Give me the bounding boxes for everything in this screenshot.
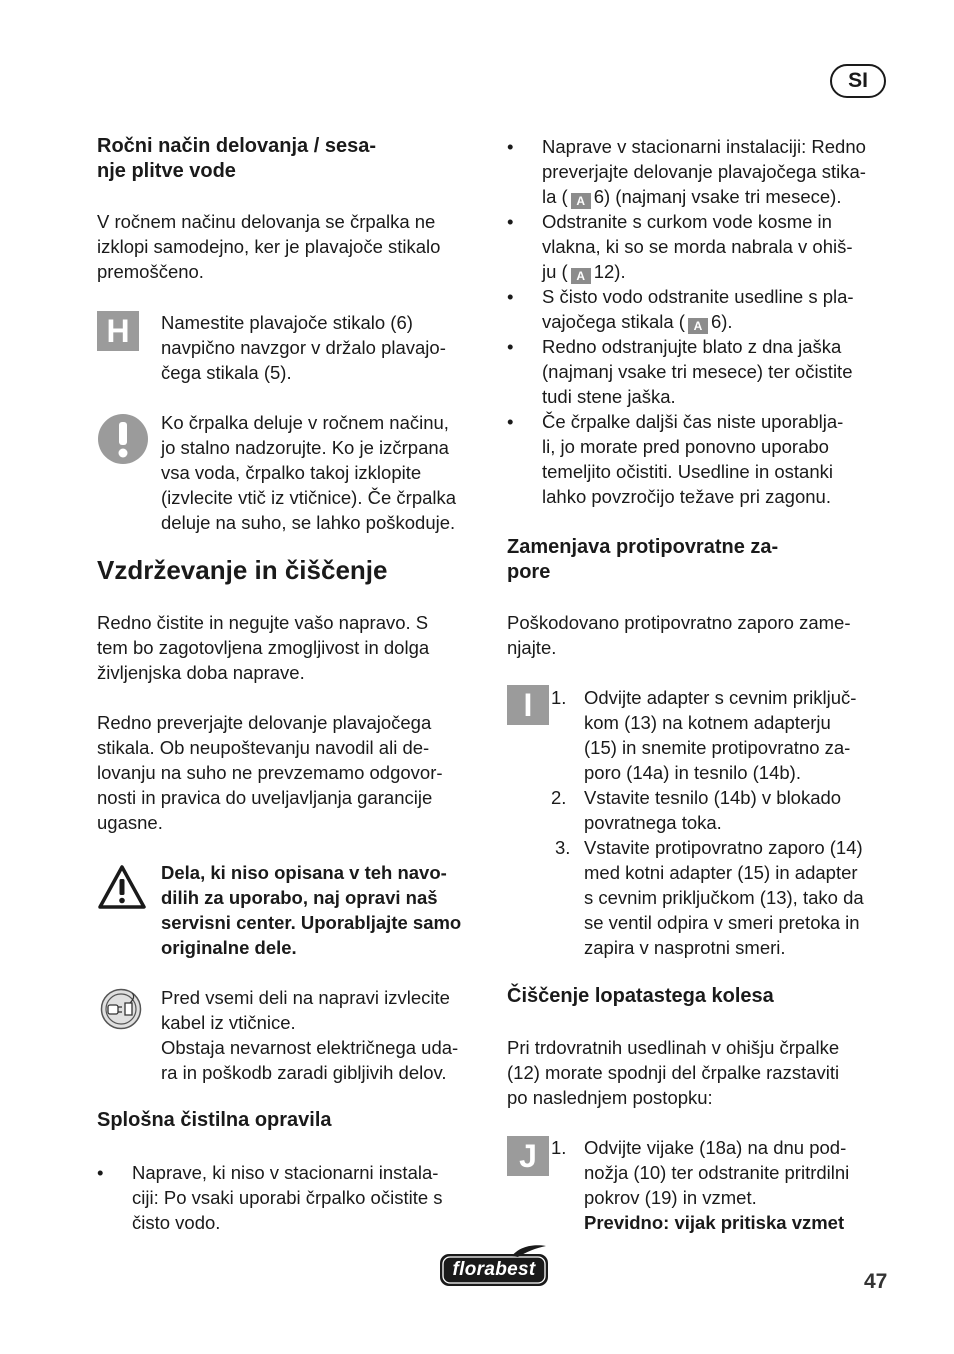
text-line: lovanju na suho ne prevzemamo odgovor- xyxy=(97,762,443,783)
text-line: Ko črpalka deluje v ročnem načinu, xyxy=(161,412,449,433)
text-line: Odstranite s curkom vode kosme in xyxy=(542,211,832,232)
text-line: servisni center. Uporabljajte samo xyxy=(161,912,462,933)
text-line: Obstaja nevarnost električnega uda- xyxy=(161,1037,459,1058)
text-line: ra in poškodb zaradi gibljivih delov. xyxy=(161,1062,447,1083)
text-line: življenjska doba naprave. xyxy=(97,662,305,683)
text-line: Redno odstranjujte blato z dna jaška xyxy=(542,336,842,357)
warning-triangle-icon xyxy=(97,864,147,915)
text-line: premoščeno. xyxy=(97,261,204,282)
paragraph-maintenance-1 xyxy=(97,610,429,685)
text-part: 12). xyxy=(593,261,626,282)
bullet-remove-sludge xyxy=(542,334,853,409)
step-i-3 xyxy=(584,835,864,960)
text-line: med kotni adapter (15) in adapter xyxy=(584,862,858,883)
text-part: ju ( xyxy=(542,261,568,282)
text-line: deluje na suho, se lahko poškoduje. xyxy=(161,512,456,533)
text-line: (izvlecite vtič iz vtičnice). Če črpalka xyxy=(161,487,457,508)
paragraph-check-valve xyxy=(507,610,850,660)
text-part: la ( xyxy=(542,186,568,207)
text-line xyxy=(542,309,854,334)
text-line: se ventil odpira v smeri pretoka in xyxy=(584,912,860,933)
text-line: tudi stene jaška. xyxy=(542,386,676,407)
text-line: temeljito očistiti. Usedline in ostanki xyxy=(542,461,833,482)
step-j-1 xyxy=(584,1135,849,1235)
brand-name: florabest xyxy=(452,1259,536,1280)
figure-letter-h: H xyxy=(97,311,139,351)
heading-line: nje plitve vode xyxy=(97,160,236,182)
text-line: izklopi samodejno, ker je plavajoče stikalo xyxy=(97,236,441,257)
note-float-switch xyxy=(161,310,446,385)
paragraph-maintenance-2 xyxy=(97,710,443,835)
bullet-marker: • xyxy=(507,336,514,357)
heading-line: pore xyxy=(507,561,551,583)
heading-manual-mode xyxy=(97,134,376,184)
heading-general-cleaning: Splošna čistilna opravila xyxy=(97,1109,332,1131)
text-line: Pred vsemi deli na napravi izvlecite xyxy=(161,987,450,1008)
text-line: Odvijte adapter s cevnim priključ- xyxy=(584,687,857,708)
text-line: ciji: Po vsaki uporabi črpalko očistite s xyxy=(132,1187,443,1208)
brand-logo xyxy=(438,1244,550,1290)
text-line: (najmanj vsake tri mesece) ter očistite xyxy=(542,361,853,382)
language-badge: SI xyxy=(830,64,886,98)
bullet-general-cleaning xyxy=(132,1160,443,1235)
text-line: Redno preverjajte delovanje plavajočega xyxy=(97,712,432,733)
text-line: pokrov (19) in vzmet. xyxy=(584,1187,757,1208)
text-line: poro (14a) in tesnilo (14b). xyxy=(584,762,801,783)
paragraph-manual-mode xyxy=(97,209,440,284)
unplug-icon xyxy=(100,988,142,1035)
text-line: li, jo morate pred ponovno uporabo xyxy=(542,436,829,457)
bullet-marker: • xyxy=(507,411,514,432)
text-line: ugasne. xyxy=(97,812,163,833)
step-i-2 xyxy=(584,785,841,835)
heading-maintenance: Vzdrževanje in čiščenje xyxy=(97,555,388,585)
note-unplug xyxy=(161,985,458,1085)
text-part: 6). xyxy=(710,311,733,332)
text-line: Vstavite protipovratno zaporo (14) xyxy=(584,837,863,858)
text-line: nožja (10) ter odstranite pritrdilni xyxy=(584,1162,850,1183)
text-line: tem bo zagotovljena zmogljivost in dolga xyxy=(97,637,430,658)
figure-a-icon: A xyxy=(571,193,591,209)
text-line: originalne dele. xyxy=(161,937,297,958)
text-line: zapira v nasprotni smeri. xyxy=(584,937,786,958)
text-line: dilih za uporabo, naj opravi naš xyxy=(161,887,438,908)
text-line: stikala. Ob neupoštevanju navodil ali de- xyxy=(97,737,430,758)
text-line: čisto vodo. xyxy=(132,1212,221,1233)
text-line: Pri trdovratnih usedlinah v ohišju črpalke xyxy=(507,1037,840,1058)
figure-letter-i: I xyxy=(507,685,549,725)
text-line: Dela, ki niso opisana v teh navo- xyxy=(161,862,447,883)
text-line: nosti in pravica do uveljavljanja garancije xyxy=(97,787,433,808)
heading-impeller: Čiščenje lopatastega kolesa xyxy=(507,985,774,1007)
text-line: kom (13) na kotnem adapterju xyxy=(584,712,831,733)
text-line: Naprave, ki niso v stacionarni instala- xyxy=(132,1162,439,1183)
exclamation-icon xyxy=(98,414,148,469)
text-line-bold: Previdno: vijak pritiska vzmet xyxy=(584,1212,845,1233)
heading-line: Ročni način delovanja / sesa- xyxy=(97,135,376,157)
bullet-long-storage xyxy=(542,409,843,509)
warning-service-center xyxy=(161,860,461,960)
text-line: Naprave v stacionarni instalaciji: Redno xyxy=(542,136,866,157)
bullet-clean-switch xyxy=(542,284,854,334)
text-line: preverjajte delovanje plavajočega stika- xyxy=(542,161,866,182)
bullet-marker: • xyxy=(507,136,514,157)
text-line: Če črpalke daljši čas niste uporablja- xyxy=(542,411,844,432)
text-line: Redno čistite in negujte vašo napravo. S xyxy=(97,612,429,633)
text-line xyxy=(542,184,866,209)
text-line: Vstavite tesnilo (14b) v blokado xyxy=(584,787,842,808)
text-line: V ročnem načinu delovanja se črpalka ne xyxy=(97,211,436,232)
step-number: 3. xyxy=(555,837,571,858)
text-line: Odvijte vijake (18a) na dnu pod- xyxy=(584,1137,847,1158)
text-line: Poškodovano protipovratno zaporo zame- xyxy=(507,612,851,633)
step-number: 1. xyxy=(551,687,567,708)
text-part: vajočega stikala ( xyxy=(542,311,685,332)
step-i-1 xyxy=(584,685,856,785)
text-line: (12) morate spodnji del črpalke razstaviti xyxy=(507,1062,840,1083)
text-line: jo stalno nadzorujte. Ko je izčrpana xyxy=(161,437,449,458)
text-line: po naslednjem postopku: xyxy=(507,1087,713,1108)
text-line: s cevnim priključkom (13), tako da xyxy=(584,887,864,908)
page-number: 47 xyxy=(864,1270,888,1293)
bullet-marker: • xyxy=(507,286,514,307)
bullet-remove-fibers xyxy=(542,209,853,284)
step-number: 1. xyxy=(551,1137,567,1158)
text-line: vsa voda, črpalko takoj izklopite xyxy=(161,462,422,483)
paragraph-impeller xyxy=(507,1035,839,1110)
text-line: lahko povzročijo težave pri zagonu. xyxy=(542,486,831,507)
bullet-marker: • xyxy=(507,211,514,232)
figure-a-icon: A xyxy=(571,268,591,284)
text-line: vlakna, ki so se morda nabrala v ohiš- xyxy=(542,236,853,257)
text-line: S čisto vodo odstranite usedline s pla- xyxy=(542,286,854,307)
text-line: njajte. xyxy=(507,637,557,658)
text-line: Namestite plavajoče stikalo (6) xyxy=(161,312,413,333)
heading-check-valve xyxy=(507,535,778,585)
text-line: čega stikala (5). xyxy=(161,362,292,383)
text-line xyxy=(542,259,853,284)
text-part: 6) (najmanj vsake tri mesece). xyxy=(593,186,842,207)
text-line: (15) in snemite protipovratno za- xyxy=(584,737,851,758)
step-number: 2. xyxy=(551,787,567,808)
text-line: povratnega toka. xyxy=(584,812,722,833)
heading-line: Zamenjava protipovratne za- xyxy=(507,536,779,558)
text-line: navpično navzgor v držalo plavajo- xyxy=(161,337,446,358)
bullet-marker: • xyxy=(97,1162,104,1183)
figure-a-icon: A xyxy=(688,318,708,334)
text-line: kabel iz vtičnice. xyxy=(161,1012,296,1033)
figure-letter-j: J xyxy=(507,1136,549,1176)
bullet-stationary xyxy=(542,134,866,209)
note-manual-supervision xyxy=(161,410,456,535)
